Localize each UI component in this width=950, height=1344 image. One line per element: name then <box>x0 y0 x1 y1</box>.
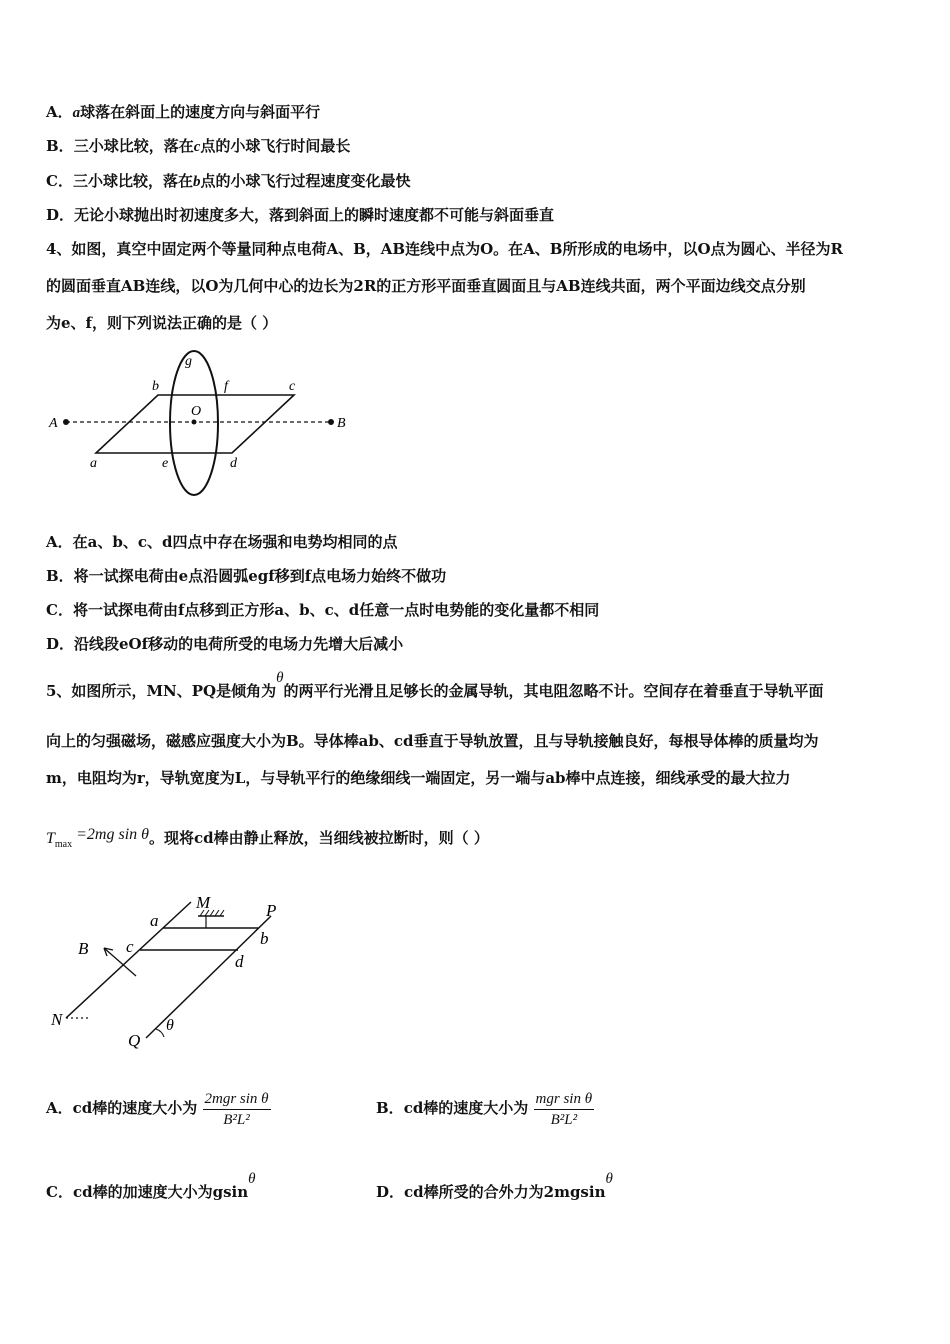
q5-stem-line3: m，电阻均为r，导轨宽度为L，与导轨平行的绝缘细线一端固定，另一端与ab棒中点连接，细线承受的最大拉力 <box>46 769 791 787</box>
q4-option-c: C．将一试探电荷由f点移到正方形a、b、c、d任意一点时电势能的变化量都不相同 <box>46 601 600 619</box>
q5-figure <box>46 888 306 1053</box>
q4-option-a: A．在a、b、c、d四点中存在场强和电势均相同的点 <box>46 533 398 551</box>
q5-stem-line1: 5、如图所示，MN、PQ是倾角为θ的两平行光滑且足够长的金属导轨，其电阻忽略不计。空间存在着垂直于导轨平面 <box>46 670 824 700</box>
q5-stem-line4: $T_{max} =2mg$ sin θ。现将cd棒由静止释放，当细线被拉断时，则（ ） <box>46 826 489 851</box>
q3-option-d: D．无论小球抛出时初速度多大，落到斜面上的瞬时速度都不可能与斜面垂直 <box>46 206 555 224</box>
q5-a-fraction: $\frac{\text{2mgr sin θ}}{\text{B²L²}}$ <box>204 1090 269 1128</box>
q3-option-a: A．a球落在斜面上的速度方向与斜面平行 <box>46 103 321 121</box>
charge-a-dot <box>63 419 69 425</box>
q4-option-d: D．沿线段eOf移动的电荷所受的电场力先增大后减小 <box>46 635 404 653</box>
charge-b-dot <box>328 419 334 425</box>
label-b: b <box>152 379 159 394</box>
label-g: g <box>185 354 192 369</box>
label-d: d <box>230 456 237 471</box>
rail-pq <box>146 916 271 1038</box>
label-c: c <box>126 937 134 956</box>
label-e: e <box>162 456 169 471</box>
label-a: a <box>150 911 159 930</box>
center-o-dot <box>192 420 197 425</box>
label-N: N <box>51 1010 63 1029</box>
angle-arc <box>156 1029 164 1037</box>
q5-option-a: A．cd棒的速度大小为 $\frac{\text{2mgr sin θ}}{\text{B²L²}}$ <box>46 1090 269 1128</box>
q5-option-b: B．cd棒的速度大小为 $\frac{\text{mgr sin θ}}{\text{B²L²}}$ <box>376 1090 593 1128</box>
label-A: A <box>49 416 58 431</box>
q4-option-b: B．将一试探电荷由e点沿圆弧egf移到f点电场力始终不做功 <box>46 567 447 585</box>
q5-b-fraction: $\frac{\text{mgr sin θ}}{\text{B²L²}}$ <box>535 1090 593 1128</box>
label-b: b <box>260 929 269 948</box>
label-P: P <box>266 901 277 920</box>
label-O: O <box>191 404 202 419</box>
label-B-field: B <box>78 939 89 958</box>
q4-stem-line1: 4、如图，真空中固定两个等量同种点电荷A、B，AB连线中点为O。在A、B所形成的电场中，以O点为圆心、半径为R <box>46 240 843 258</box>
label-M: M <box>196 893 211 912</box>
theta-symbol: θ <box>276 670 284 686</box>
q4-figure <box>46 345 356 505</box>
q5-stem-line2: 向上的匀强磁场，磁感应强度大小为B。导体棒ab、cd垂直于导轨放置，且与导轨接触良好，每根导体棒的质量均为 <box>46 732 819 750</box>
rail-mn <box>66 902 191 1018</box>
label-theta: θ <box>166 1017 174 1034</box>
label-f: f <box>224 379 228 394</box>
q5-option-c: C．cd棒的加速度大小为gsinθ <box>46 1171 256 1201</box>
label-c: c <box>289 379 296 394</box>
label-d: d <box>235 952 244 971</box>
label-Q: Q <box>128 1031 141 1050</box>
q5-option-d: D．cd棒所受的合外力为2mgsinθ <box>376 1171 613 1201</box>
tmax-formula: $T_{max} =2mg$ sin θ <box>46 826 150 851</box>
q3-option-b: B．三小球比较，落在c点的小球飞行时间最长 <box>46 137 351 155</box>
label-a: a <box>90 456 97 471</box>
q3-option-c: C．三小球比较，落在b点的小球飞行过程速度变化最快 <box>46 172 411 190</box>
q4-stem-line3: 为e、f，则下列说法正确的是（ ） <box>46 314 278 332</box>
q4-stem-line2: 的圆面垂直AB连线，以O为几何中心的边长为2R的正方形平面垂直圆面且与AB连线共面，两个平面边线交点分别 <box>46 277 806 295</box>
label-B: B <box>337 416 346 431</box>
